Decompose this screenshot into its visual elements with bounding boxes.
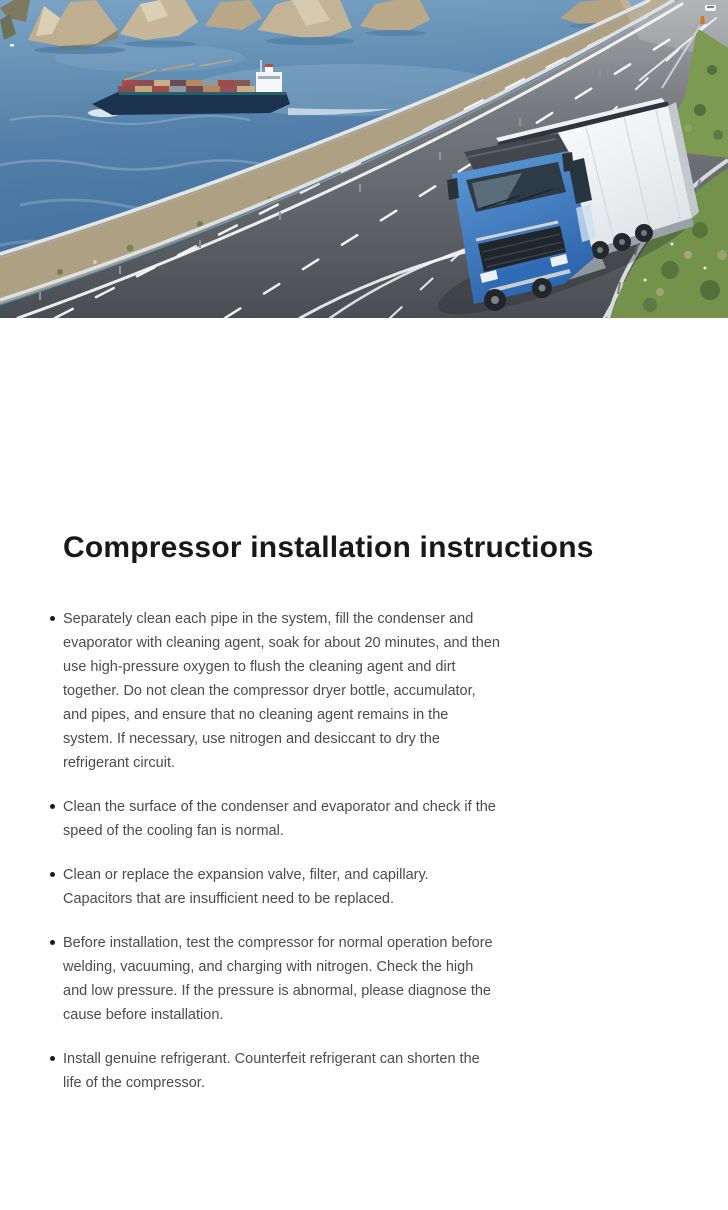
instruction-item: Clean the surface of the condenser and evaporator and check if the speed of the cooling fan is normal. bbox=[63, 795, 501, 843]
ship-containers bbox=[118, 80, 255, 92]
instruction-item: Install genuine refrigerant. Counterfeit refrigerant can shorten the life of the compressor. bbox=[63, 1047, 501, 1095]
hero-scene bbox=[0, 0, 728, 318]
ship-superstructure bbox=[256, 72, 282, 92]
page-title: Compressor installation instructions bbox=[63, 531, 594, 564]
left-mirror bbox=[447, 178, 459, 200]
instruction-item: Clean or replace the expansion valve, filter, and capillary. Capacitors that are insufficient need to be replaced. bbox=[63, 863, 501, 911]
instruction-list bbox=[63, 607, 501, 1095]
instruction-item: Separately clean each pipe in the system, fill the condenser and evaporator with cleaning agent, soak for about 20 minutes, and then use high-pressure oxygen to flush the cleaning agent and dirt together. Do not clean the compressor dryer bottle, accumulator, and pipes, and ensure that no cleaning agent remains in the system. If necessary, use nitrogen and desiccant to dry the refrigerant circuit. bbox=[63, 607, 501, 775]
small-boat bbox=[10, 44, 14, 47]
article-section bbox=[0, 530, 728, 1095]
instruction-item: Before installation, test the compressor for normal operation before welding, vacuuming, and charging with nitrogen. Check the high and low pressure. If the pressure is abnormal, please diagnose the cause before installation. bbox=[63, 931, 501, 1027]
hero-image bbox=[0, 0, 728, 318]
